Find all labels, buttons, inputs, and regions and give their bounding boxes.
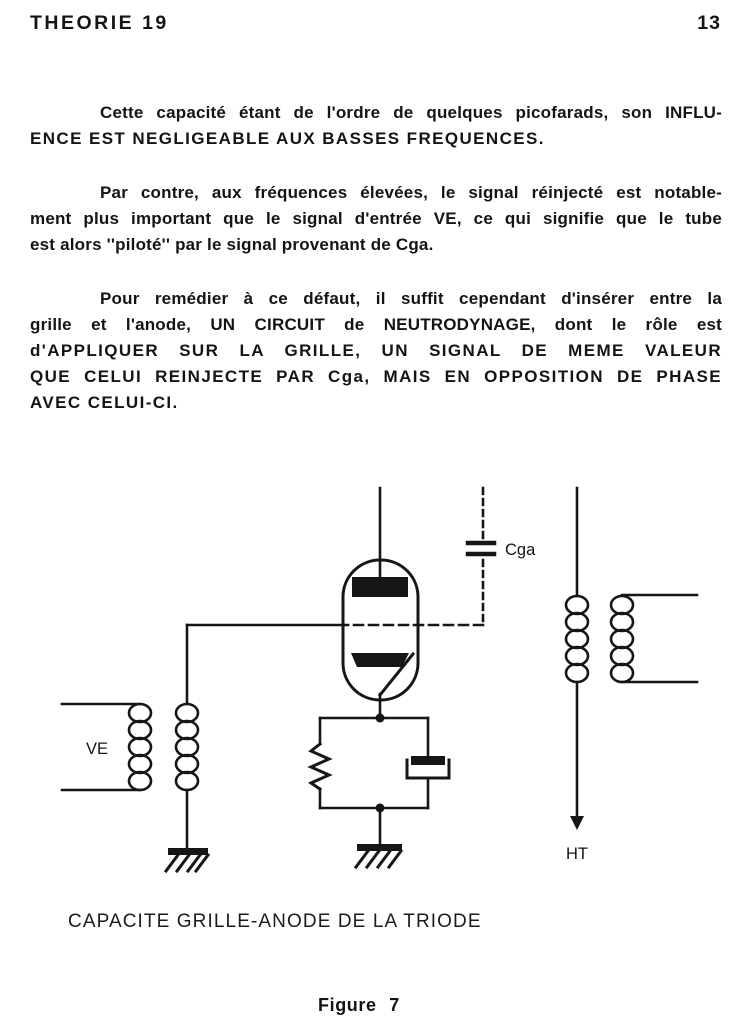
text-line: AVEC CELUI-CI. bbox=[30, 393, 179, 412]
ht-arrow bbox=[570, 816, 584, 830]
ht-label: HT bbox=[566, 845, 588, 863]
text-line: QUE CELUI REINJECTE PAR Cga, MAIS EN OPPOSITION DE PHASE bbox=[30, 367, 722, 386]
output-transformer bbox=[566, 488, 697, 816]
cga-capacitor bbox=[468, 488, 498, 625]
figure-caption: CAPACITE GRILLE-ANODE DE LA TRIODE bbox=[68, 911, 482, 932]
text-line: grille et l'anode, UN CIRCUIT de NEUTRODYNAGE, dont le rôle est bbox=[30, 315, 722, 334]
ve-label: VE bbox=[86, 740, 109, 758]
ground-symbol bbox=[356, 844, 402, 867]
text-line: ment plus important que le signal d'entrée VE, ce qui signifie que le tube bbox=[30, 209, 722, 228]
text-line: d'APPLIQUER SUR LA GRILLE, UN SIGNAL DE MEME VALEUR bbox=[30, 341, 722, 360]
text-line: ENCE EST NEGLIGEABLE AUX BASSES FREQUENCES. bbox=[30, 129, 545, 148]
cathode-rc-network bbox=[311, 714, 449, 845]
cathode-capacitor bbox=[407, 756, 449, 778]
cathode-plate bbox=[351, 653, 409, 667]
text-line: est alors ''piloté'' par le signal provenant de Cga. bbox=[30, 235, 434, 254]
ground-symbol bbox=[166, 848, 208, 871]
paragraph bbox=[30, 286, 722, 416]
text-line: Cette capacité étant de l'ordre de quelques picofarads, son INFLU- bbox=[100, 103, 722, 122]
figure-number: Figure 7 bbox=[318, 995, 400, 1015]
anode-plate bbox=[352, 577, 408, 597]
text-line: Pour remédier à ce défaut, il suffit cependant d'insérer entre la bbox=[100, 289, 722, 308]
paragraph bbox=[30, 100, 722, 152]
paragraph bbox=[30, 180, 722, 258]
input-transformer bbox=[62, 704, 198, 848]
cathode-resistor bbox=[311, 744, 329, 789]
page-number: 13 bbox=[697, 12, 721, 34]
text-line: Par contre, aux fréquences élevées, le signal réinjecté est notable- bbox=[100, 183, 722, 202]
circuit-diagram bbox=[0, 470, 749, 890]
cga-label: Cga bbox=[505, 541, 536, 559]
page-header-title: THEORIE 19 bbox=[30, 12, 169, 34]
